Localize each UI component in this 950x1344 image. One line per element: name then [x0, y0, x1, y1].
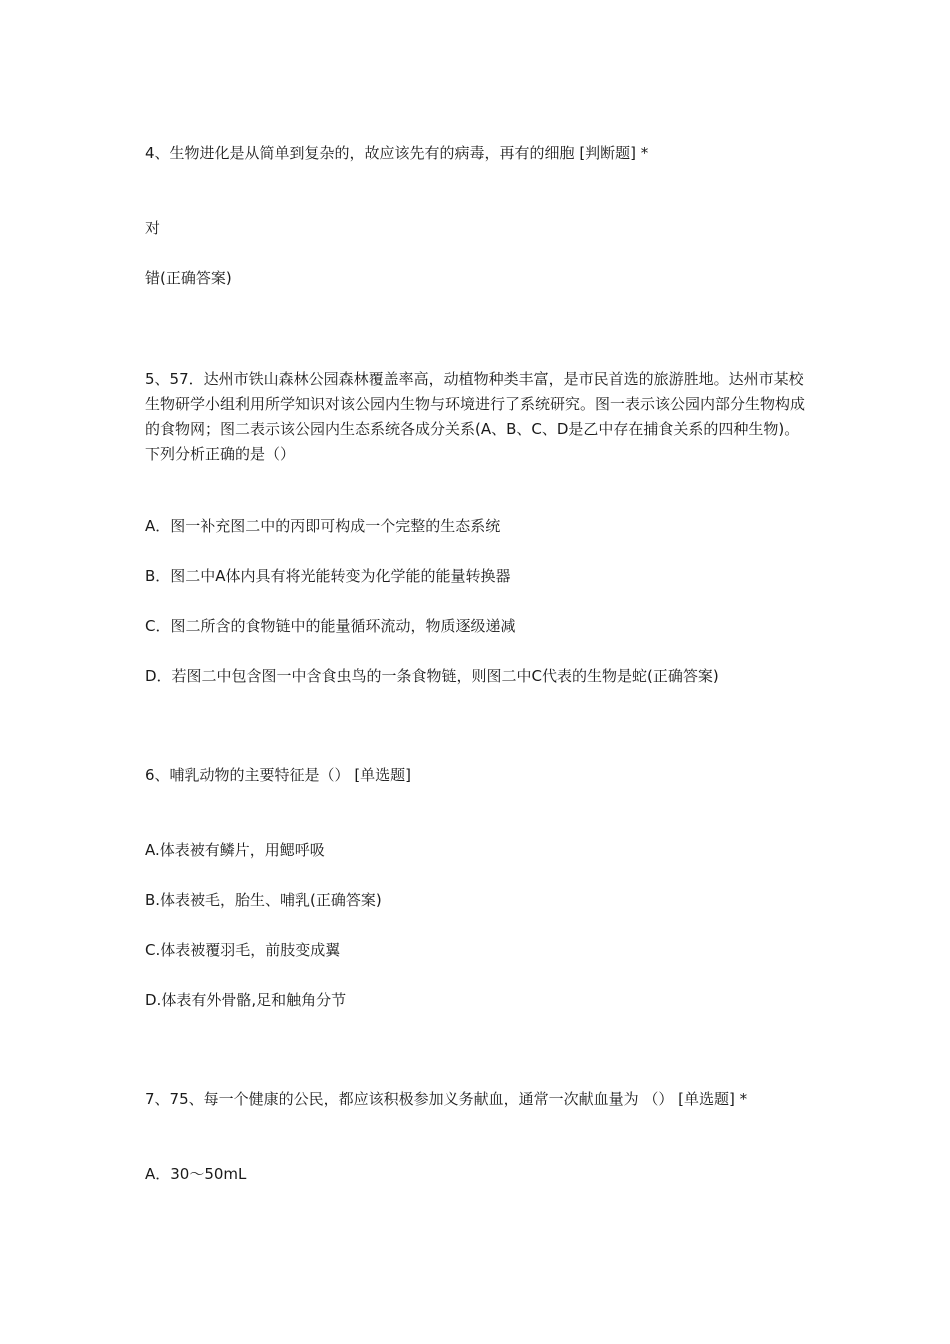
question-6-option-b[interactable]: B.体表被毛，胎生、哺乳(正确答案) — [145, 891, 382, 909]
question-5-option-b[interactable]: B．图二中A体内具有将光能转变为化学能的能量转换器 — [145, 567, 511, 585]
question-6-stem: 6、哺乳动物的主要特征是（） [单选题] — [145, 766, 412, 784]
question-7-option-a[interactable]: A．30～50mL — [145, 1165, 247, 1183]
question-6-option-c[interactable]: C.体表被覆羽毛，前肢变成翼 — [145, 941, 341, 959]
question-5-option-a[interactable]: A．图一补充图二中的丙即可构成一个完整的生态系统 — [145, 517, 501, 535]
question-7-stem: 7、75、每一个健康的公民，都应该积极参加义务献血，通常一次献血量为 （） [单选题] * — [145, 1090, 748, 1108]
question-5-option-d[interactable]: D．若图二中包含图一中含食虫鸟的一条食物链，则图二中C代表的生物是蛇(正确答案) — [145, 667, 719, 685]
question-4-option-1[interactable]: 对 — [145, 219, 161, 237]
question-5-option-c[interactable]: C．图二所含的食物链中的能量循环流动，物质逐级递减 — [145, 617, 516, 635]
question-4-stem: 4、生物进化是从简单到复杂的，故应该先有的病毒，再有的细胞 [判断题] * — [145, 144, 649, 162]
question-5-stem: 5、57．达州市铁山森林公园森林覆盖率高，动植物种类丰富，是市民首选的旅游胜地。达州市某校生物研学小组利用所学知识对该公园内生物与环境进行了系统研究。图一表示该公园内部分生物构成的食物网；图二表示该公园内生态系统各成分关系(A、B、C、D是乙中存在捕食关系的四种生物)。下列分析正确的是（） — [145, 370, 806, 463]
question-4-option-2[interactable]: 错(正确答案) — [145, 269, 232, 287]
question-6-option-a[interactable]: A.体表被有鳞片，用鳃呼吸 — [145, 841, 325, 859]
question-6-option-d[interactable]: D.体表有外骨骼,足和触角分节 — [145, 991, 347, 1009]
